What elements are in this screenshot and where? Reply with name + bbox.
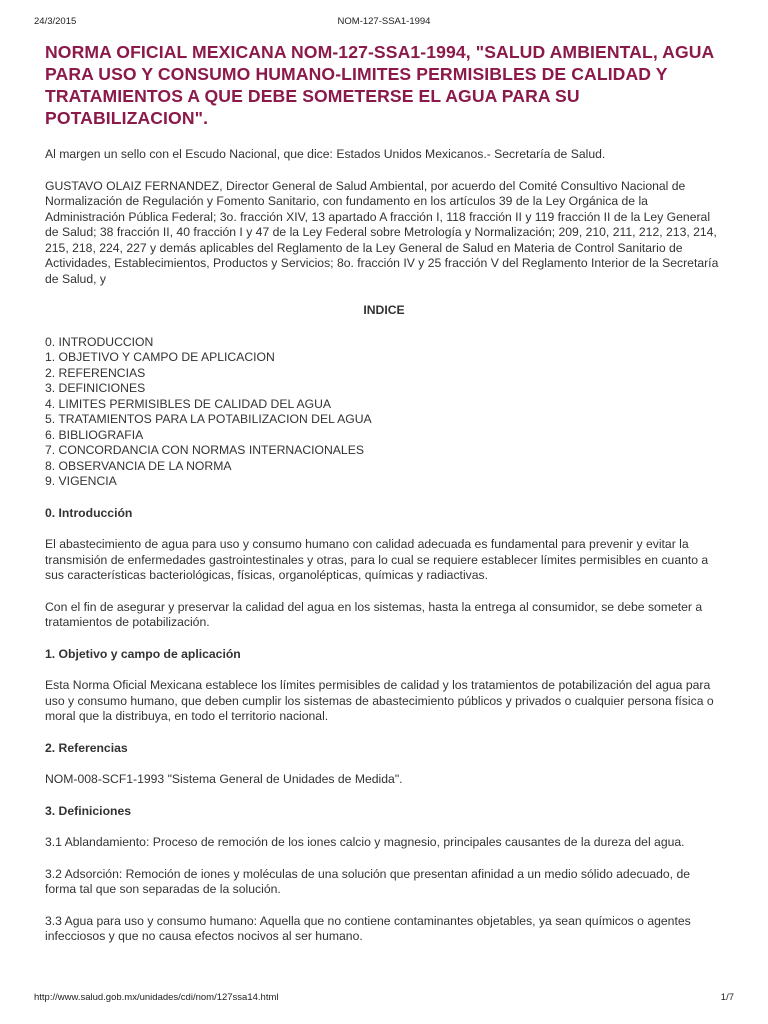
definition-paragraph: 3.2 Adsorción: Remoción de iones y moléculas de una solución que presentan afinidad a un medio sólido adecuado, de forma tal que son separadas de la solución. bbox=[45, 866, 691, 896]
definition-paragraph: 3.1 Ablandamiento: Proceso de remoción de los iones calcio y magnesio, principales causantes de la dureza del agua. bbox=[45, 835, 685, 849]
section-paragraph: Con el fin de asegurar y preservar la calidad del agua en los sistemas, hasta la entrega al consumidor, se debe someter a tratamientos de potabilización. bbox=[45, 599, 703, 629]
section-paragraph: El abastecimiento de agua para uso y consumo humano con calidad adecuada es fundamental para prevenir y evitar la transmisión de enfermedades gastrointestinales y otras, para lo cual se requiere establecer límites permisibles en cuanto a sus características bacteriológicas, físicas, organolépticas, químicas y radiactivas. bbox=[45, 537, 709, 582]
index-item: 2. REFERENCIAS bbox=[45, 365, 146, 380]
index-item: 5. TRATAMIENTOS PARA LA POTABILIZACION DEL AGUA bbox=[45, 412, 372, 426]
index-item: 8. OBSERVANCIA DE LA NORMA bbox=[45, 458, 232, 473]
section-paragraph: NOM-008-SCF1-1993 "Sistema General de Unidades de Medida". bbox=[45, 772, 403, 786]
definition-paragraph: 3.3 Agua para uso y consumo humano: Aquella que no contiene contaminantes objetables, ya sean químicos o agentes infecciosos y que no causa efectos nocivos al ser humano. bbox=[45, 913, 691, 943]
source-url: http://www.salud.gob.mx/unidades/cdi/nom/127ssa14.html bbox=[34, 992, 279, 1003]
section-heading-definiciones: 3. Definiciones bbox=[45, 803, 132, 818]
section-heading-objetivo: 1. Objetivo y campo de aplicación bbox=[45, 646, 241, 661]
index-heading: INDICE bbox=[363, 303, 405, 317]
section-paragraph: Esta Norma Oficial Mexicana establece los límites permisibles de calidad y los tratamientos de potabilización del agua para uso y consumo humano, que deben cumplir los sistemas de abastecimiento públicos y privados o cualquier persona física o moral que la distribuya, en todo el territorio nacional. bbox=[45, 678, 714, 723]
index-item: 7. CONCORDANCIA CON NORMAS INTERNACIONALES bbox=[45, 443, 364, 457]
index-item: 6. BIBLIOGRAFIA bbox=[45, 427, 144, 442]
intro-paragraph: GUSTAVO OLAIZ FERNANDEZ, Director General de Salud Ambiental, por acuerdo del Comité Consultivo Nacional de Normalización de Regulación y Fomento Sanitario, con fundamento en los artículos 39 de la Ley Orgánica de la Administración Pública Federal; 3o. fracción XIV, 13 apartado A fracción I, 118 fracción II y 119 fracción II de la Ley General de Salud; 38 fracción II, 40 fracción I y 47 de la Ley Federal sobre Metrología y Normalización; 209, 210, 211, 212, 213, 214, 215, 218, 224, 227 y demás aplicables del Reglamento de la Ley General de Salud en Materia de Control Sanitario de Actividades, Establecimientos, Productos y Servicios; 8o. fracción IV y 25 fracción V del Reglamento Interior de la Secretaría de Salud, y bbox=[45, 178, 719, 286]
document-body bbox=[45, 41, 723, 961]
index-item: 3. DEFINICIONES bbox=[45, 381, 146, 395]
print-date: 24/3/2015 bbox=[34, 16, 77, 27]
index-item: 1. OBJETIVO Y CAMPO DE APLICACION bbox=[45, 350, 275, 364]
index-item: 9. VIGENCIA bbox=[45, 474, 117, 488]
index-item: 0. INTRODUCCION bbox=[45, 334, 154, 349]
section-heading-introduccion: 0. Introducción bbox=[45, 505, 133, 520]
page-indicator: 1/7 bbox=[720, 992, 734, 1003]
document-title: NORMA OFICIAL MEXICANA NOM-127-SSA1-1994, "SALUD AMBIENTAL, AGUA PARA USO Y CONSUMO HUMANO-LIMITES PERMISIBLES DE CALIDAD Y TRATAMIENTOS A QUE DEBE SOMETERSE EL AGUA PARA SU POTABILIZACION". bbox=[45, 42, 714, 128]
index-item: 4. LIMITES PERMISIBLES DE CALIDAD DEL AGUA bbox=[45, 396, 332, 411]
print-footer bbox=[34, 992, 734, 1006]
section-heading-referencias: 2. Referencias bbox=[45, 740, 128, 755]
index-list bbox=[45, 335, 723, 490]
print-page-title: NOM-127-SSA1-1994 bbox=[337, 16, 431, 27]
intro-paragraph: Al margen un sello con el Escudo Nacional, que dice: Estados Unidos Mexicanos.- Secretaría de Salud. bbox=[45, 147, 606, 161]
print-header bbox=[34, 16, 734, 30]
